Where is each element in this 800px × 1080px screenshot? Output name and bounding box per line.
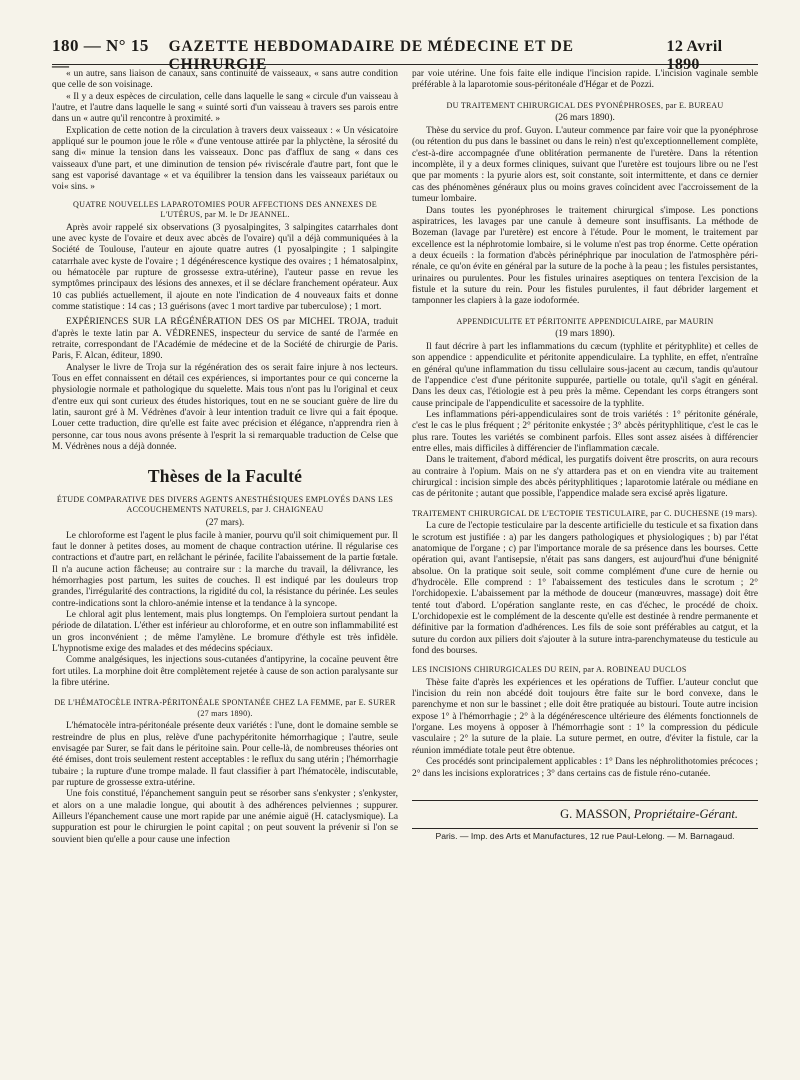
paragraph: Une fois constitué, l'épanchement sanguin peut se résorber sans s'enkyster ; s'enkyster, et alors on a une maladie longue, qui aboutit à des adhérences pelviennes ; suppurer. Ailleurs l'épanchement cause une mort rapide par une anémie aiguë (H. cataclysmique). La suppuration est pour le chirurgien le point capital ; on peut souvent la prévenir si l'on se souvient bien qu'elle a pour cause une infection <box>52 789 398 845</box>
divider <box>412 800 758 801</box>
paragraph: « un autre, sans liaison de canaux, sans continuité de vaisseaux, « sans autre condition que celle de son voisinage. <box>52 69 398 91</box>
paragraph: Le chloral agit plus lentement, mais plus longtemps. On l'emploiera surtout pendant la période de dilatation. L'éther est inférieur au chloroforme, et en outre son inflammabilité est un gros inconvénient ; de même l'amylène. Le bromure d'éthyle est très infidèle. L'hypnotisme exige des malades et des médecins spéciaux. <box>52 610 398 655</box>
paragraph: Analyser le livre de Troja sur la régénération des os serait faire injure à nos lecteurs. Tous en effet connaissent en détail ces expériences, si importantes pour ce qui concerne la physiologie normale et pathologique du squelette. Mais tous n'ont pas lu l'original et ceux d'entre eux qui sont curieux des études historiques, tout en ne se souciant guère de lire du latin, sauront gré à M. Védrènes d'avoir à leur intention traduit ce livre qui a fait époque. Louer cette traduction, dire qu'elle est faite avec précision et élégance, n'apprendra rien à personne, car tous nous avons présente à l'esprit la si remarquable traduction de Celse que M. Védrènes nous a déjà donnée. <box>52 362 398 453</box>
journal-title: GAZETTE HEBDOMADAIRE DE MÉDECINE ET DE CHIRURGIE <box>168 38 574 73</box>
paragraph: Après avoir rappelé six observations (3 pyosalpingites, 3 salpingites catarrhales dont une avec kyste de l'ovaire et deux avec abcès de l'ovaire) qu'il a déjà communiquées à la Société de Toulouse, l'auteur en ajoute quatre autres (1 pyosalpingite ; 1 salpingite catarrhale avec kyste de l'ovaire ; 1 dégénérescence kystique des ovaires ; 1 hématosalpinx, ou hématocèle par rupture de grossesse extra-utérine), l'auteur passe en revue les symptômes principaux des lésions des annexes, et il se déclare franchement opérateur. Aux 10 cas publiés actuellement, il ajoute en note l'indication de 4 nouveaux faits et donne comme statistique : 14 cas ; 13 guérisons (avec 1 mort tardive par tuberculose) ; 1 mort. <box>52 222 398 312</box>
section-title: DE L'HÉMATOCÈLE INTRA-PÉRITONÉALE SPONTANÉE CHEZ LA FEMME, par E. SURER (27 mars 1890). <box>54 698 396 718</box>
section-title: DU TRAITEMENT CHIRURGICAL DES PYONÉPHROSES, par E. BUREAU <box>446 100 724 110</box>
paragraph: Dans toutes les pyonéphroses le traitement chirurgical s'impose. Les ponctions aspiratrices, les lavages par une canule à demeure sont insuffisants. La méthode de Bozeman (lavage par l'uretère) est encore à l'étude. Pour le moment, le traitement par excellence est la néphrotomie lombaire, si le volume n'est pas trop énorme. Cette opération a deux écueils : la formation d'abcès périnéphrique par inoculation de l'atmosphère péri-rénale, ce qu'on évite en général par la suture de la poche à la peau ; les fistules persistantes, urinaires ou purulentes. Pour les fistules urinaires aseptiques on tentera l'excision de la fistule et la suture du rein. Pour les fistules purulentes, il faut débrider largement et tamponner les clapiers à la gaze iodoformée. <box>412 205 758 307</box>
paragraph: EXPÉRIENCES SUR LA RÉGÉNÉRATION DES OS par MICHEL TROJA, traduit d'après le texte latin par A. VÉDRENES, inspecteur du service de santé de l'armée en retraite, correspondant de l'Académie de médecine et de la Société de chirurgie de Paris. Paris, F. Alcan, éditeur, 1890. <box>52 317 398 362</box>
publisher-signature <box>412 806 738 821</box>
issue-date: 12 Avril 1890 <box>666 38 723 73</box>
paragraph: Explication de cette notion de la circulation à travers deux vaisseaux : « Un vésicatoire appliqué sur le poumon joue le rôle « d'une ventouse attirée par la phlyctène, la sérosité du sang di« minue la tension dans les vaisseaux. Donc pas d'afflux de sang « dans ces vaisseaux d'une part, et une diminution de tension pé« riviscérale d'autre part, font que le sang est vaporisé davantage « et va équilibrer la tension dans les vaisseaux pariétaux ou voi« sins. » <box>52 125 398 193</box>
divider <box>412 828 758 829</box>
section-title: ÉTUDE COMPARATIVE DES DIVERS AGENTS ANESTHÉSIQUES EMPLOYÉS DANS LES ACCOUCHEMENTS NATURELS, par J. CHAIGNEAU <box>56 494 394 515</box>
page-number: 180 — N° 15 — <box>52 36 149 75</box>
paragraph: Le chloroforme est l'agent le plus facile à manier, pourvu qu'il soit chimiquement pur. Il faut le donner à petites doses, au moment de chaque contraction utérine. Il régularise ces contractions et d'autre part, en relâchant le périnée, facilite l'abaissement de la partie fœtale. Il n'a aucune action fâcheuse; au contraire sur : la marche du travail, la délivrance, les hémorrhagies post partum, les suites de couches. Il est indiqué par les douleurs trop grandes, l'irrégularité des contractions, la rigidité du col, la résistance du périnée. Les seules contre-indications sont la chloro-anémie intense et la tendance à la syncope. <box>52 530 398 609</box>
section-title: LES INCISIONS CHIRURGICALES DU REIN, par A. ROBINEAU DUCLOS <box>412 665 687 675</box>
paragraph: Thèse du service du prof. Guyon. L'auteur commence par faire voir que la pyonéphrose (ou rétention du pus dans le bassinet ou dans le rein) n'est qu'exceptionnellement complète, c'est-à-dire accompagnée d'une oblitération permanente de l'uretère. Dans la rétention incomplète, il y a deux formes cliniques, suivant que l'uretère est toujours libre ou ne l'est que par moments : la pyurie alors est, soit constante, soit intermittente, et dans ce dernier cas des phénomènes généraux plus ou moins graves coïncident avec l'accroissement de la tumeur lombaire. <box>412 126 758 205</box>
section-title: APPENDICULITE ET PÉRITONITE APPENDICULAIRE, par MAURIN <box>456 316 714 326</box>
paragraph: par voie utérine. Une fois faite elle indique l'incision rapide. L'incision vaginale semble préférable à la laparotomie sous-péritonéale d'Hégar et de Pozzi. <box>412 69 758 91</box>
paragraph: Comme analgésiques, les injections sous-cutanées d'antipyrine, la cocaïne peuvent être fort utiles. La morphine doit être complètement rejetée à cause de son action paralysante sur la fibre utérine. <box>52 655 398 689</box>
paragraph: Dans le traitement, d'abord médical, les purgatifs doivent être proscrits, on aura recours au contraire à l'opium. Mais on ne s'y attardera pas et on en viendra vite au traitement chirurgical : incision simple des abcès pérityphlitiques ; laparotomie latérale ou médiane en cas de péritonite ; autant que possible, l'appendice malade sera excisé après ligature. <box>412 455 758 500</box>
paragraph: La cure de l'ectopie testiculaire par la descente artificielle du testicule et sa fixation dans le scrotum est justifiée : a) par les dangers pathologiques et physiologiques ; b) par l'état anatomique de l'organe ; c) par l'importance morale de sa présence dans les bourses. Cette opération qui, avant l'antisepsie, n'était pas sans dangers, est aujourd'hui d'une bénignité absolue. On la pratique soit seule, soit comme complément d'une cure de hernie ou d'hydrocèle. Elle comprend : 1° l'abaissement des testicules dans le scrotum ; 2° l'orchidopexie. L'abaissement par la méthode de douceur (manœuvres, massage) doit être tenté tout d'abord. L'opération sanglante reste, en cas d'échec, le procédé de choix. L'orchidopexie est le complément de la descente qu'elle est destinée à rendre permanente et définitive par la formation d'adhérences. Les fils de soie sont préférables au catgut, et la suture du cordon aux piliers doit s'ajouter à la suture intra-parenchymateuse du testicule au fond des bourses. <box>412 521 758 656</box>
paragraph: Thèse faite d'après les expériences et les opérations de Tuffier. L'auteur conclut que l'incision du rein non abcédé doit toujours être faite sur le bord convexe, dans le parenchyme et non sur le bassinet ; elle doit être pratiquée au bistouri. Toute autre incision expose 1° à l'hémorrhagie ; 2° à la dégénérescence ultérieure des éléments fonctionnels de l'organe. Les moyens à opposer à l'hémorrhagie sont : 1° la compression du pédicule vasculaire ; 2° la suture de la plaie. La suture permet, en outre, d'éviter la fistule, car la réunion immédiate totale peut être obtenue. <box>412 677 758 756</box>
section-heading: Thèses de la Faculté <box>147 466 303 487</box>
signature-role: Propriétaire-Gérant. <box>633 806 738 821</box>
printer-imprint: Paris. — Imp. des Arts et Manufactures, 12 rue Paul-Lelong. — M. Barnagaud. <box>435 831 735 842</box>
two-column-body <box>52 69 758 846</box>
paragraph: L'hématocèle intra-péritonéale présente deux variétés : l'une, dont le domaine semble se restreindre de plus en plus, relève d'une pachypéritonite hémorrhagique ; l'autre, seule envisagée par Surer, se fait dans le péritoine sain. Pour celle-là, de nombreuses théories ont été émises, dont trois seulement restent acceptables : le reflux du sang utérin ; l'hémorrhagie tubaire ; la rupture d'une trompe malade. Il faut classifier à part l'hématocèle, indiscutable, par rupture de grossesse extra-utérine. <box>52 721 398 788</box>
running-head <box>52 36 758 75</box>
paragraph: Les inflammations péri-appendiculaires sont de trois variétés : 1° péritonite générale, c'est le cas le plus fréquent ; 2° péritonite enkystée ; 3° abcès pérityphlitique, c'est le cas le plus rare. Toutes les variétés se combinent parfois. Elles sont assez aisées à différencier entre elles, mais difficiles à différencier de l'inflammation cæcale. <box>412 410 758 455</box>
section-date: (19 mars 1890). <box>555 329 615 339</box>
right-column <box>412 69 758 846</box>
left-column <box>52 69 398 846</box>
section-title: TRAITEMENT CHIRURGICAL DE L'ECTOPIE TESTICULAIRE, par C. DUCHESNE (19 mars). <box>412 508 758 518</box>
paragraph: Ces procédés sont principalement applicables : 1° Dans les néphrolithotomies précoces ; 2° dans les incisions exploratrices ; 3° dans certains cas de fistule réno-cutanée. <box>412 757 758 779</box>
paragraph: « Il y a deux espèces de circulation, celle dans laquelle le sang « circule d'un vaisseau à l'autre, et l'autre dans laquelle le sang « suinté sorti d'un vaisseau à travers ses parois entre dans un « autre qu'il rencontre à proximité. » <box>52 91 398 125</box>
section-date: (27 mars). <box>205 517 245 528</box>
section-date: (26 mars 1890). <box>555 113 615 124</box>
signature-name: G. MASSON, <box>560 806 631 821</box>
section-title: QUATRE NOUVELLES LAPAROTOMIES POUR AFFECTIONS DES ANNEXES DE L'UTÉRUS, par M. le Dr JEANNEL. <box>73 199 377 220</box>
paragraph: Il faut décrire à part les inflammations du cæcum (typhlite et pérityphlite) et celles de son appendice : appendiculite et péritonite appendiculaire. La typhlite, en effet, n'entraîne en général qu'une inflammation du tissu cellulaire sous-jacent au cæcum, tandis qu'autour de l'appendice c'est d'une péritonite suppurée, partielle ou totale, qu'il s'agit en général. Dans les deux cas, l'étiologie est à peu près la même. Cependant les corps étrangers sont cause principale de l'appendiculite et sacessoire de la typhlite. <box>412 342 758 409</box>
